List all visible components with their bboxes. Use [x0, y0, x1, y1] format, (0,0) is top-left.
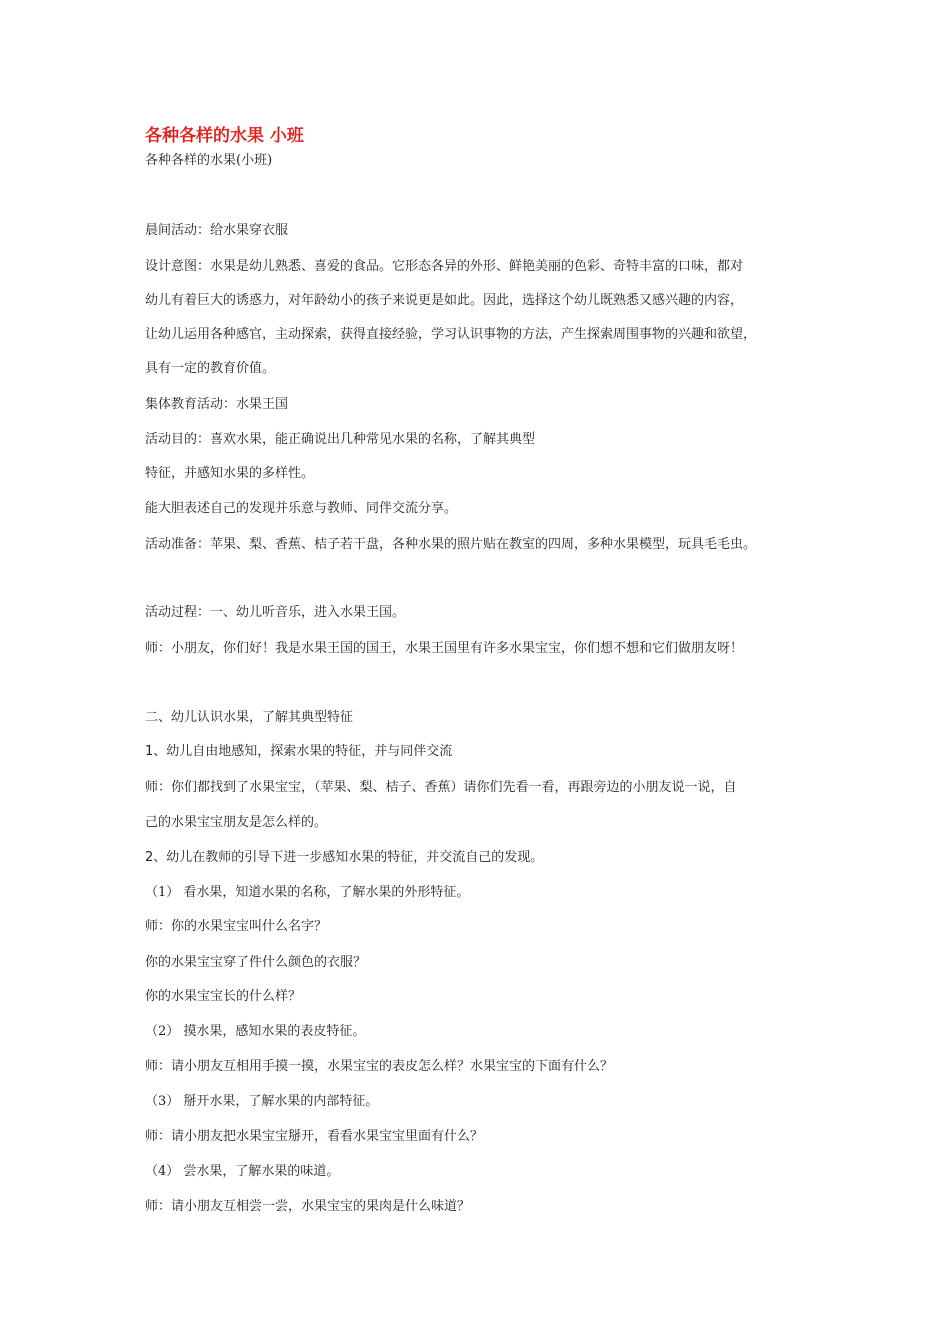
paragraph-line: （3） 掰开水果，了解水果的内部特征。: [145, 1094, 379, 1109]
paragraph-line: 设计意图：水果是幼儿熟悉、喜爱的食品。它形态各异的外形、鲜艳美丽的色彩、奇特丰富的口味，都对: [145, 259, 744, 274]
paragraph-line: 能大胆表述自己的发现并乐意与教师、同伴交流分享。: [145, 501, 458, 516]
paragraph-line: 师：请小朋友互相用手摸一摸，水果宝宝的表皮怎么样？水果宝宝的下面有什么？: [145, 1059, 614, 1074]
paragraph-line: 幼儿有着巨大的诱惑力，对年龄幼小的孩子来说更是如此。因此，选择这个幼儿既熟悉又感兴趣的内容，: [145, 293, 744, 308]
paragraph-line: 2、幼儿在教师的引导下进一步感知水果的特征，并交流自己的发现。: [145, 850, 544, 865]
paragraph-line: （1） 看水果，知道水果的名称，了解水果的外形特征。: [145, 885, 470, 900]
paragraph-line: 活动过程：一、幼儿听音乐，进入水果王国。: [145, 605, 406, 620]
paragraph-line: （2） 摸水果，感知水果的表皮特征。: [145, 1024, 366, 1039]
paragraph-line: （4） 尝水果，了解水果的味道。: [145, 1164, 340, 1179]
paragraph-line: 活动目的：喜欢水果，能正确说出几种常见水果的名称，了解其典型: [145, 432, 536, 447]
paragraph-line: 晨间活动：给水果穿衣服: [145, 223, 289, 238]
paragraph-line: 师：请小朋友把水果宝宝掰开，看看水果宝宝里面有什么？: [145, 1129, 484, 1144]
paragraph-line: 特征，并感知水果的多样性。: [145, 466, 315, 481]
paragraph-line: 师：你们都找到了水果宝宝，（苹果、梨、桔子、香蕉）请你们先看一看，再跟旁边的小朋友说一说，自: [145, 780, 737, 795]
paragraph-line: 己的水果宝宝朋友是怎么样的。: [145, 815, 328, 830]
document-subtitle: 各种各样的水果(小班): [145, 153, 273, 168]
paragraph-line: 你的水果宝宝长的什么样？: [145, 989, 302, 1004]
paragraph-line: 师：小朋友，你们好！我是水果王国的国王，水果王国里有许多水果宝宝，你们想不想和它们做朋友呀！: [145, 641, 744, 656]
paragraph-line: 师：请小朋友互相尝一尝，水果宝宝的果肉是什么味道？: [145, 1199, 471, 1214]
paragraph-line: 集体教育活动：水果王国: [145, 397, 289, 412]
document-title: 各种各样的水果 小班: [145, 126, 304, 146]
paragraph-line: 1、幼儿自由地感知，探索水果的特征，并与同伴交流: [145, 744, 453, 759]
section-heading: 二、幼儿认识水果，了解其典型特征: [145, 710, 354, 725]
paragraph-line: 师：你的水果宝宝叫什么名字？: [145, 919, 328, 934]
paragraph-line: 让幼儿运用各种感官，主动探索，获得直接经验，学习认识事物的方法，产生探索周围事物的兴趣和欲望，: [145, 327, 757, 342]
paragraph-line: 活动准备：苹果、梨、香蕉、桔子若干盘，各种水果的照片贴在教室的四周，多种水果模型，玩具毛毛虫。: [145, 537, 757, 552]
paragraph-line: 你的水果宝宝穿了件什么颜色的衣服？: [145, 955, 367, 970]
paragraph-line: 具有一定的教育价值。: [145, 361, 276, 376]
